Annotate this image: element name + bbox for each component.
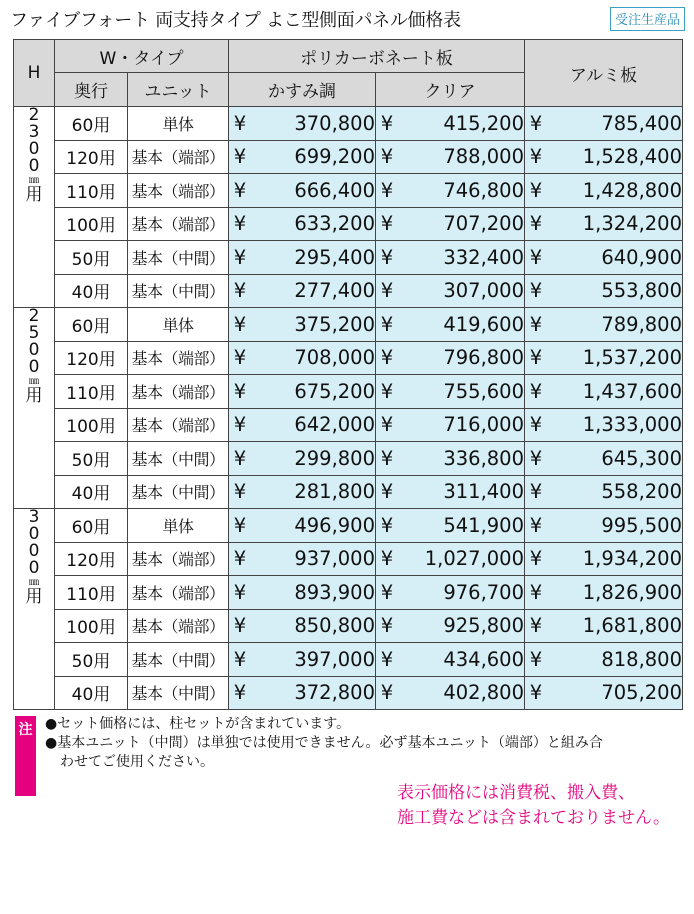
yen-sign: ¥ bbox=[380, 379, 394, 403]
table-row bbox=[14, 609, 683, 643]
yen-sign: ¥ bbox=[233, 580, 247, 604]
price-cell-clear bbox=[376, 375, 525, 409]
tax-notice-line: 施工費などは含まれておりません。 bbox=[396, 808, 670, 828]
price-cell-alu bbox=[525, 676, 683, 710]
price-cell-alu bbox=[525, 207, 683, 241]
notes bbox=[45, 715, 685, 772]
price-cell-alu bbox=[525, 542, 683, 576]
depth-cell: 120用 bbox=[55, 341, 128, 375]
height-suffix: 用 bbox=[25, 185, 43, 205]
yen-sign: ¥ bbox=[380, 178, 394, 202]
note-line: わせてご使用ください。 bbox=[60, 754, 214, 770]
price-cell-alu bbox=[525, 140, 683, 174]
table-row bbox=[14, 174, 683, 208]
height-group-label bbox=[14, 107, 55, 308]
price-cell-kasumi bbox=[229, 475, 376, 509]
price-cell-alu bbox=[525, 609, 683, 643]
price-cell-alu bbox=[525, 475, 683, 509]
yen-sign: ¥ bbox=[529, 647, 543, 671]
price-amount: 1,934,200 bbox=[582, 547, 682, 571]
table-row bbox=[14, 308, 683, 342]
price-cell-kasumi bbox=[229, 609, 376, 643]
price-amount: 299,800 bbox=[294, 446, 375, 470]
price-amount: 402,800 bbox=[443, 681, 524, 705]
price-cell-clear bbox=[376, 341, 525, 375]
price-amount: 976,700 bbox=[443, 580, 524, 604]
price-cell-clear bbox=[376, 542, 525, 576]
header-depth: 奥行 bbox=[55, 73, 128, 107]
table-row bbox=[14, 140, 683, 174]
tax-notice bbox=[397, 781, 670, 831]
header-unit: ユニット bbox=[128, 73, 229, 107]
price-amount: 370,800 bbox=[294, 111, 375, 135]
price-cell-alu bbox=[525, 174, 683, 208]
price-amount: 705,200 bbox=[601, 681, 682, 705]
yen-sign: ¥ bbox=[380, 647, 394, 671]
unit-type-cell: 基本（端部） bbox=[128, 609, 229, 643]
price-cell-kasumi bbox=[229, 174, 376, 208]
price-amount: 788,000 bbox=[443, 145, 524, 169]
depth-cell: 40用 bbox=[55, 475, 128, 509]
yen-sign: ¥ bbox=[380, 111, 394, 135]
yen-sign: ¥ bbox=[233, 312, 247, 336]
table-row bbox=[14, 442, 683, 476]
price-cell-kasumi bbox=[229, 107, 376, 141]
price-cell-alu bbox=[525, 509, 683, 543]
unit-type-cell: 基本（端部） bbox=[128, 174, 229, 208]
yen-sign: ¥ bbox=[233, 212, 247, 236]
price-amount: 307,000 bbox=[443, 279, 524, 303]
price-cell-clear bbox=[376, 174, 525, 208]
depth-cell: 40用 bbox=[55, 274, 128, 308]
height-unit: ㎜ bbox=[29, 577, 39, 588]
depth-cell: 60用 bbox=[55, 107, 128, 141]
depth-cell: 50用 bbox=[55, 643, 128, 677]
price-cell-kasumi bbox=[229, 509, 376, 543]
yen-sign: ¥ bbox=[529, 547, 543, 571]
price-cell-kasumi bbox=[229, 274, 376, 308]
yen-sign: ¥ bbox=[380, 413, 394, 437]
table-row bbox=[14, 375, 683, 409]
yen-sign: ¥ bbox=[233, 446, 247, 470]
height-digit: 0 bbox=[28, 139, 40, 159]
price-cell-clear bbox=[376, 308, 525, 342]
unit-type-cell: 基本（端部） bbox=[128, 207, 229, 241]
yen-sign: ¥ bbox=[233, 145, 247, 169]
height-digit: 0 bbox=[28, 156, 40, 176]
yen-sign: ¥ bbox=[233, 681, 247, 705]
yen-sign: ¥ bbox=[380, 681, 394, 705]
price-amount: 541,900 bbox=[443, 513, 524, 537]
price-amount: 707,200 bbox=[443, 212, 524, 236]
price-cell-kasumi bbox=[229, 542, 376, 576]
price-cell-kasumi bbox=[229, 308, 376, 342]
height-digit: 5 bbox=[28, 323, 40, 343]
price-amount: 419,600 bbox=[443, 312, 524, 336]
table-row bbox=[14, 475, 683, 509]
yen-sign: ¥ bbox=[380, 513, 394, 537]
price-amount: 995,500 bbox=[601, 513, 682, 537]
price-amount: 1,681,800 bbox=[582, 614, 682, 638]
price-amount: 336,800 bbox=[443, 446, 524, 470]
table-row bbox=[14, 576, 683, 610]
note-line: ●基本ユニット（中間）は単独では使用できません。必ず基本ユニット（端部）と組み合 bbox=[45, 735, 603, 751]
tax-notice-line: 表示価格には消費税、搬入費、 bbox=[396, 783, 635, 803]
price-cell-alu bbox=[525, 442, 683, 476]
table-row bbox=[14, 207, 683, 241]
unit-type-cell: 基本（中間） bbox=[128, 475, 229, 509]
price-cell-clear bbox=[376, 442, 525, 476]
note-line: ●セット価格には、柱セットが含まれています。 bbox=[45, 716, 351, 732]
unit-type-cell: 単体 bbox=[128, 509, 229, 543]
depth-cell: 110用 bbox=[55, 576, 128, 610]
price-cell-clear bbox=[376, 509, 525, 543]
price-cell-clear bbox=[376, 408, 525, 442]
height-group-label bbox=[14, 509, 55, 710]
unit-type-cell: 基本（端部） bbox=[128, 542, 229, 576]
header-clear: クリア bbox=[376, 73, 525, 107]
price-amount: 746,800 bbox=[443, 178, 524, 202]
unit-type-cell: 単体 bbox=[128, 308, 229, 342]
price-amount: 818,800 bbox=[601, 647, 682, 671]
price-amount: 372,800 bbox=[294, 681, 375, 705]
price-cell-kasumi bbox=[229, 375, 376, 409]
unit-type-cell: 基本（端部） bbox=[128, 140, 229, 174]
price-cell-kasumi bbox=[229, 442, 376, 476]
unit-type-cell: 基本（中間） bbox=[128, 442, 229, 476]
price-amount: 375,200 bbox=[294, 312, 375, 336]
price-cell-clear bbox=[376, 475, 525, 509]
price-amount: 640,900 bbox=[601, 245, 682, 269]
yen-sign: ¥ bbox=[233, 413, 247, 437]
depth-cell: 40用 bbox=[55, 676, 128, 710]
price-cell-kasumi bbox=[229, 643, 376, 677]
yen-sign: ¥ bbox=[233, 245, 247, 269]
price-amount: 277,400 bbox=[294, 279, 375, 303]
price-amount: 281,800 bbox=[294, 480, 375, 504]
yen-sign: ¥ bbox=[380, 279, 394, 303]
price-cell-kasumi bbox=[229, 341, 376, 375]
height-digit: 0 bbox=[28, 357, 40, 377]
height-unit: ㎜ bbox=[29, 376, 39, 387]
price-amount: 1,528,400 bbox=[582, 145, 682, 169]
height-suffix: 用 bbox=[25, 587, 43, 607]
price-cell-alu bbox=[525, 241, 683, 275]
price-cell-clear bbox=[376, 643, 525, 677]
depth-cell: 100用 bbox=[55, 408, 128, 442]
yen-sign: ¥ bbox=[380, 346, 394, 370]
price-cell-clear bbox=[376, 576, 525, 610]
price-cell-kasumi bbox=[229, 676, 376, 710]
unit-type-cell: 基本（中間） bbox=[128, 241, 229, 275]
depth-cell: 100用 bbox=[55, 207, 128, 241]
price-amount: 1,437,600 bbox=[582, 379, 682, 403]
yen-sign: ¥ bbox=[233, 480, 247, 504]
yen-sign: ¥ bbox=[529, 681, 543, 705]
height-digit: 0 bbox=[28, 340, 40, 360]
price-amount: 1,537,200 bbox=[582, 346, 682, 370]
price-amount: 332,400 bbox=[443, 245, 524, 269]
price-amount: 434,600 bbox=[443, 647, 524, 671]
depth-cell: 50用 bbox=[55, 442, 128, 476]
yen-sign: ¥ bbox=[233, 379, 247, 403]
price-cell-clear bbox=[376, 609, 525, 643]
yen-sign: ¥ bbox=[529, 312, 543, 336]
table-row bbox=[14, 542, 683, 576]
yen-sign: ¥ bbox=[529, 379, 543, 403]
height-digit: 3 bbox=[28, 507, 40, 527]
yen-sign: ¥ bbox=[380, 312, 394, 336]
height-digit: 0 bbox=[28, 558, 40, 578]
unit-type-cell: 基本（端部） bbox=[128, 408, 229, 442]
price-amount: 699,200 bbox=[294, 145, 375, 169]
yen-sign: ¥ bbox=[233, 178, 247, 202]
yen-sign: ¥ bbox=[380, 145, 394, 169]
unit-type-cell: 基本（中間） bbox=[128, 643, 229, 677]
yen-sign: ¥ bbox=[233, 346, 247, 370]
unit-type-cell: 基本（中間） bbox=[128, 274, 229, 308]
price-amount: 937,000 bbox=[294, 547, 375, 571]
price-cell-alu bbox=[525, 643, 683, 677]
price-amount: 675,200 bbox=[294, 379, 375, 403]
table-row bbox=[14, 676, 683, 710]
price-amount: 645,300 bbox=[601, 446, 682, 470]
price-amount: 1,333,000 bbox=[582, 413, 682, 437]
price-amount: 796,800 bbox=[443, 346, 524, 370]
yen-sign: ¥ bbox=[529, 279, 543, 303]
price-cell-alu bbox=[525, 576, 683, 610]
height-digit: 0 bbox=[28, 524, 40, 544]
price-amount: 633,200 bbox=[294, 212, 375, 236]
price-cell-kasumi bbox=[229, 576, 376, 610]
price-amount: 925,800 bbox=[443, 614, 524, 638]
yen-sign: ¥ bbox=[380, 480, 394, 504]
price-table bbox=[13, 39, 683, 710]
price-amount: 708,000 bbox=[294, 346, 375, 370]
price-cell-alu bbox=[525, 341, 683, 375]
yen-sign: ¥ bbox=[380, 212, 394, 236]
price-amount: 785,400 bbox=[601, 111, 682, 135]
price-amount: 755,600 bbox=[443, 379, 524, 403]
price-cell-clear bbox=[376, 207, 525, 241]
price-cell-alu bbox=[525, 375, 683, 409]
yen-sign: ¥ bbox=[233, 614, 247, 638]
header-aluminum: アルミ板 bbox=[525, 40, 683, 107]
yen-sign: ¥ bbox=[529, 178, 543, 202]
yen-sign: ¥ bbox=[529, 480, 543, 504]
depth-cell: 110用 bbox=[55, 375, 128, 409]
yen-sign: ¥ bbox=[380, 547, 394, 571]
price-amount: 1,428,800 bbox=[582, 178, 682, 202]
yen-sign: ¥ bbox=[529, 513, 543, 537]
price-cell-clear bbox=[376, 274, 525, 308]
price-cell-alu bbox=[525, 308, 683, 342]
price-amount: 666,400 bbox=[294, 178, 375, 202]
yen-sign: ¥ bbox=[380, 614, 394, 638]
note-label: 注 bbox=[15, 716, 36, 796]
price-amount: 789,800 bbox=[601, 312, 682, 336]
yen-sign: ¥ bbox=[529, 580, 543, 604]
table-row bbox=[14, 341, 683, 375]
unit-type-cell: 基本（端部） bbox=[128, 576, 229, 610]
price-cell-kasumi bbox=[229, 207, 376, 241]
depth-cell: 50用 bbox=[55, 241, 128, 275]
unit-type-cell: 基本（端部） bbox=[128, 375, 229, 409]
depth-cell: 60用 bbox=[55, 308, 128, 342]
price-cell-clear bbox=[376, 140, 525, 174]
price-amount: 496,900 bbox=[294, 513, 375, 537]
yen-sign: ¥ bbox=[233, 547, 247, 571]
yen-sign: ¥ bbox=[529, 245, 543, 269]
price-amount: 397,000 bbox=[294, 647, 375, 671]
price-cell-kasumi bbox=[229, 140, 376, 174]
header-kasumi: かすみ調 bbox=[229, 73, 376, 107]
price-cell-clear bbox=[376, 676, 525, 710]
depth-cell: 120用 bbox=[55, 140, 128, 174]
yen-sign: ¥ bbox=[529, 614, 543, 638]
height-digit: 0 bbox=[28, 541, 40, 561]
yen-sign: ¥ bbox=[529, 346, 543, 370]
yen-sign: ¥ bbox=[380, 580, 394, 604]
table-row bbox=[14, 408, 683, 442]
table-row bbox=[14, 274, 683, 308]
price-cell-alu bbox=[525, 274, 683, 308]
depth-cell: 60用 bbox=[55, 509, 128, 543]
table-row bbox=[14, 107, 683, 141]
height-digit: 2 bbox=[28, 306, 40, 326]
height-digit: 2 bbox=[28, 105, 40, 125]
yen-sign: ¥ bbox=[380, 446, 394, 470]
price-cell-kasumi bbox=[229, 241, 376, 275]
price-amount: 716,000 bbox=[443, 413, 524, 437]
page-title: ファイブフォート 両支持タイプ よこ型側面パネル価格表 bbox=[10, 10, 461, 31]
price-cell-alu bbox=[525, 408, 683, 442]
price-amount: 1,027,000 bbox=[424, 547, 524, 571]
yen-sign: ¥ bbox=[529, 413, 543, 437]
yen-sign: ¥ bbox=[233, 647, 247, 671]
made-to-order-badge: 受注生産品 bbox=[610, 7, 685, 31]
height-digit: 3 bbox=[28, 122, 40, 142]
yen-sign: ¥ bbox=[529, 111, 543, 135]
depth-cell: 120用 bbox=[55, 542, 128, 576]
unit-type-cell: 基本（中間） bbox=[128, 676, 229, 710]
unit-type-cell: 基本（端部） bbox=[128, 341, 229, 375]
yen-sign: ¥ bbox=[529, 212, 543, 236]
price-cell-alu bbox=[525, 107, 683, 141]
height-group-label bbox=[14, 308, 55, 509]
price-amount: 553,800 bbox=[601, 279, 682, 303]
header-w-type: W・タイプ bbox=[55, 40, 229, 73]
yen-sign: ¥ bbox=[529, 446, 543, 470]
yen-sign: ¥ bbox=[233, 279, 247, 303]
price-amount: 642,000 bbox=[294, 413, 375, 437]
header-polycarbonate: ポリカーボネート板 bbox=[229, 40, 525, 73]
table-row bbox=[14, 509, 683, 543]
depth-cell: 110用 bbox=[55, 174, 128, 208]
price-amount: 850,800 bbox=[294, 614, 375, 638]
price-amount: 1,324,200 bbox=[582, 212, 682, 236]
price-table-body bbox=[14, 107, 683, 710]
unit-type-cell: 単体 bbox=[128, 107, 229, 141]
price-amount: 893,900 bbox=[294, 580, 375, 604]
price-amount: 1,826,900 bbox=[582, 580, 682, 604]
header-h: H bbox=[14, 40, 55, 107]
price-amount: 558,200 bbox=[601, 480, 682, 504]
table-row bbox=[14, 241, 683, 275]
yen-sign: ¥ bbox=[380, 245, 394, 269]
price-cell-kasumi bbox=[229, 408, 376, 442]
table-row bbox=[14, 643, 683, 677]
depth-cell: 100用 bbox=[55, 609, 128, 643]
price-amount: 295,400 bbox=[294, 245, 375, 269]
price-cell-clear bbox=[376, 107, 525, 141]
yen-sign: ¥ bbox=[529, 145, 543, 169]
price-amount: 311,400 bbox=[443, 480, 524, 504]
yen-sign: ¥ bbox=[233, 111, 247, 135]
yen-sign: ¥ bbox=[233, 513, 247, 537]
height-unit: ㎜ bbox=[29, 175, 39, 186]
height-suffix: 用 bbox=[25, 386, 43, 406]
price-amount: 415,200 bbox=[443, 111, 524, 135]
price-cell-clear bbox=[376, 241, 525, 275]
